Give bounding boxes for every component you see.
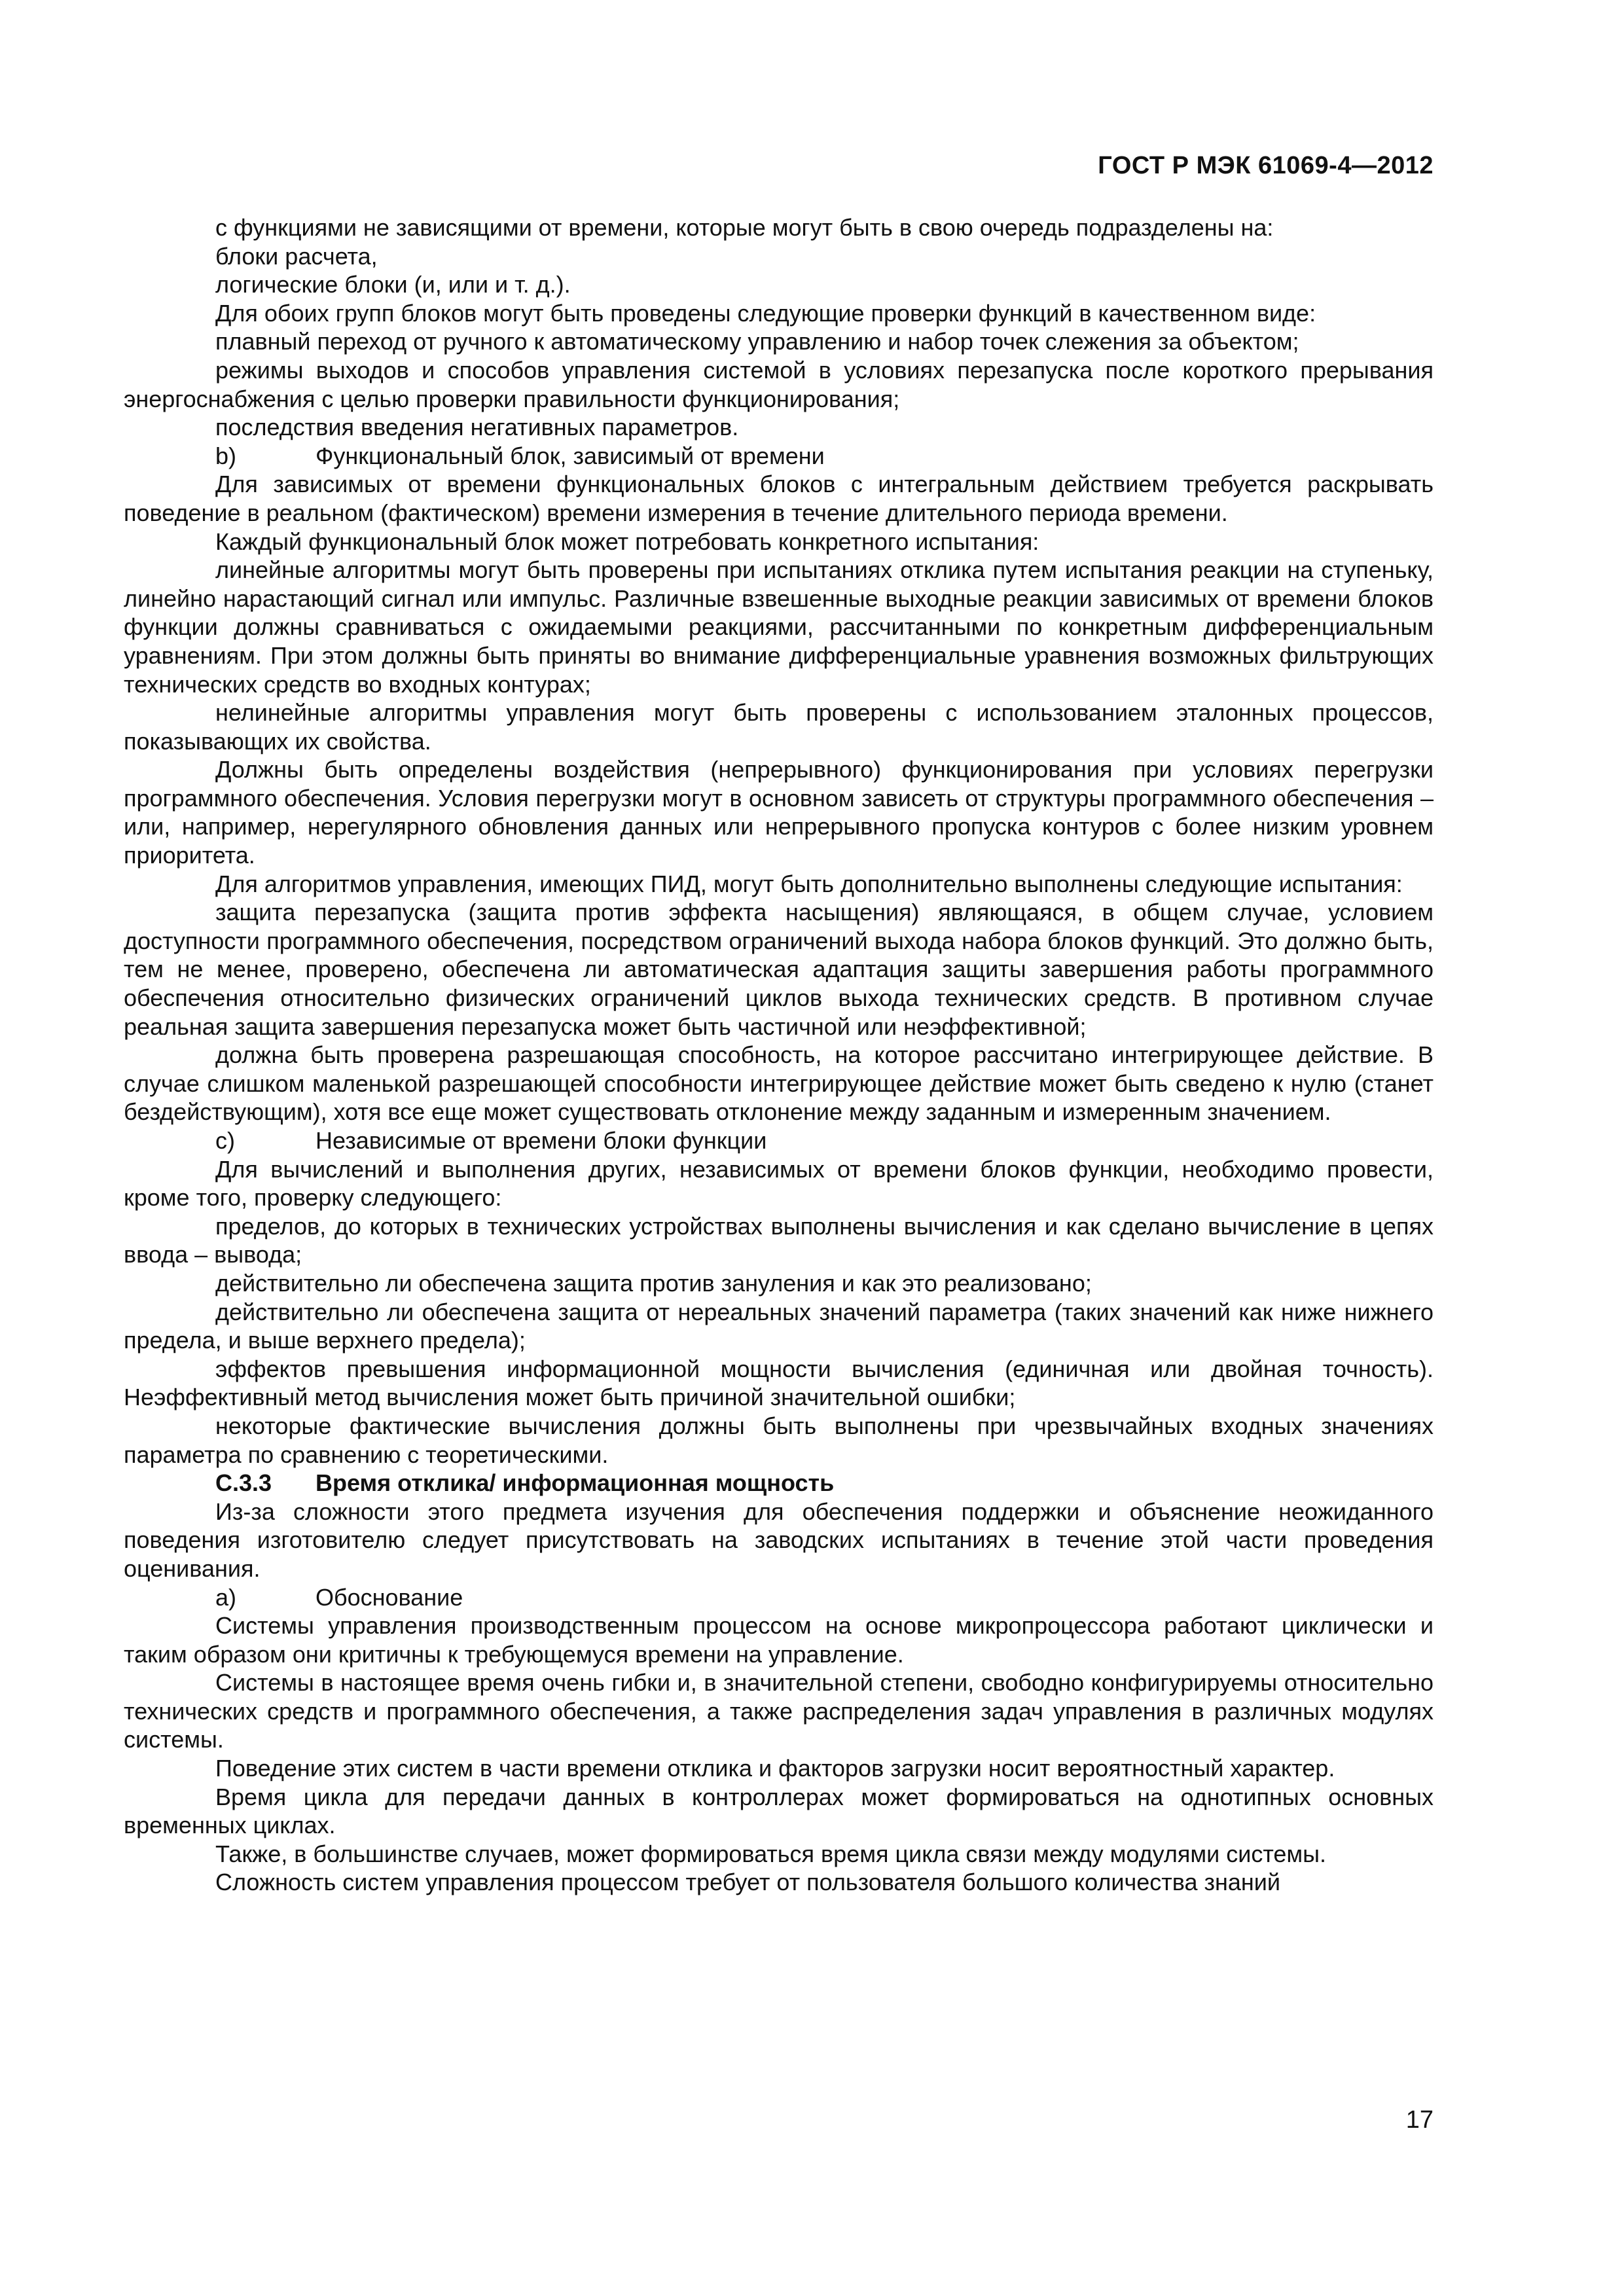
document-id-header: ГОСТ Р МЭК 61069-4—2012 (1098, 152, 1434, 179)
paragraph: должна быть проверена разрешающая способность, на которое рассчитано интегрирующее действие. В случае слишком маленькой разрешающей способности интегрирующее действие может быть сведено к нулю (станет бездействующим), хотя все еще может существовать отклонение между заданным и измеренным значением. (124, 1041, 1434, 1126)
paragraph: блоки расчета, (215, 242, 378, 270)
paragraph: нелинейные алгоритмы управления могут быть проверены с использованием эталонных процессов, показывающих их свойства. (124, 699, 1434, 755)
paragraph: действительно ли обеспечена защита от нереальных значений параметра (таких значений как ниже нижнего предела, и выше верхнего предела); (124, 1298, 1434, 1354)
paragraph: Для алгоритмов управления, имеющих ПИД, могут быть дополнительно выполнены следующие испытания: (215, 870, 1403, 897)
paragraph: Поведение этих систем в части времени отклика и факторов загрузки носит вероятностный характер. (215, 1755, 1335, 1782)
document-body (124, 213, 1434, 1897)
paragraph: действительно ли обеспечена защита против зануления и как это реализовано; (215, 1269, 1092, 1297)
paragraph: плавный переход от ручного к автоматическому управлению и набор точек слежения за объектом; (215, 328, 1299, 355)
paragraph: Сложность систем управления процессом требует от пользователя большого количества знаний (215, 1869, 1280, 1896)
section-number: b) (215, 442, 237, 469)
section-heading-c (124, 1126, 1434, 1155)
section-number: С.3.3 (215, 1469, 272, 1497)
paragraph: с функциями не зависящими от времени, которые могут быть в свою очередь подразделены на: (215, 214, 1274, 241)
paragraph: логические блоки (и, или и т. д.). (215, 271, 571, 298)
paragraph: некоторые фактические вычисления должны быть выполнены при чрезвычайных входных значениях параметра по сравнению с теоретическими. (124, 1412, 1434, 1468)
section-heading-b (124, 442, 1434, 471)
section-title: Время отклика/ информационная мощность (316, 1469, 835, 1497)
section-heading-a (124, 1583, 1434, 1612)
section-title: Независимые от времени блоки функции (316, 1127, 767, 1154)
paragraph: Время цикла для передачи данных в контроллерах может формироваться на однотипных основных временных циклах. (124, 1783, 1434, 1839)
section-number: c) (215, 1127, 235, 1154)
paragraph: Должны быть определены воздействия (непрерывного) функционирования при условиях перегрузки программного обеспечения. Условия перегрузки могут в основном зависеть от структуры программного обеспечения – или, например, нерегулярного обновления данных или непрерывного пропуска контуров с более низким уровнем приоритета. (124, 756, 1434, 869)
section-title: Обоснование (316, 1583, 463, 1611)
paragraph: режимы выходов и способов управления системой в условиях перезапуска после короткого прерывания энергоснабжения с целью проверки правильности функционирования; (124, 356, 1434, 412)
section-number: а) (215, 1583, 237, 1611)
paragraph: Для обоих групп блоков могут быть проведены следующие проверки функций в качественном виде: (215, 299, 1316, 327)
paragraph: линейные алгоритмы могут быть проверены при испытаниях отклика путем испытания реакции на ступеньку, линейно нарастающий сигнал или импульс. Различные взвешенные выходные реакции зависимых от времени блоков функции должны сравниваться с ожидаемыми реакциями, рассчитанными по конкретным дифференциальным уравнениям. При этом должны быть приняты во внимание дифференциальные уравнения возможных фильтрующих технических средств во входных контурах; (124, 556, 1434, 698)
paragraph: Системы в настоящее время очень гибки и, в значительной степени, свободно конфигурируемы относительно технических средств и программного обеспечения, а также распределения задач управления в различных модулях системы. (124, 1669, 1434, 1753)
paragraph: Из-за сложности этого предмета изучения для обеспечения поддержки и объяснение неожиданного поведения изготовителю следует присутствовать на заводских испытаниях в течение этой части проведения оценивания. (124, 1498, 1434, 1582)
paragraph: Для вычислений и выполнения других, независимых от времени блоков функции, необходимо провести, кроме того, проверку следующего: (124, 1155, 1434, 1211)
section-heading-c33 (124, 1469, 1434, 1498)
paragraph: защита перезапуска (защита против эффекта насыщения) являющаяся, в общем случае, условием доступности программного обеспечения, посредством ограничений выхода набора блоков функций. Это должно быть, тем не менее, проверено, обеспечена ли автоматическая адаптация защиты завершения работы программного обеспечения относительно физических ограничений циклов выхода технических средств. В противном случае реальная защита завершения перезапуска может быть частичной или неэффективной; (124, 899, 1434, 1040)
paragraph: Также, в большинстве случаев, может формироваться время цикла связи между модулями системы. (215, 1840, 1327, 1867)
paragraph: Системы управления производственным процессом на основе микропроцессора работают циклически и таким образом они критичны к требующемуся времени на управление. (124, 1612, 1434, 1668)
page-number: 17 (1405, 2106, 1434, 2134)
paragraph: последствия введения негативных параметров. (215, 414, 739, 441)
paragraph: эффектов превышения информационной мощности вычисления (единичная или двойная точность). Неэффективный метод вычисления может быть причиной значительной ошибки; (124, 1355, 1434, 1411)
paragraph: Для зависимых от времени функциональных блоков с интегральным действием требуется раскрывать поведение в реальном (фактическом) времени измерения в течение длительного периода времени. (124, 471, 1434, 526)
paragraph: Каждый функциональный блок может потребовать конкретного испытания: (215, 528, 1039, 555)
section-title: Функциональный блок, зависимый от времени (316, 442, 825, 469)
paragraph: пределов, до которых в технических устройствах выполнены вычисления и как сделано вычисление в цепях ввода – вывода; (124, 1212, 1434, 1268)
